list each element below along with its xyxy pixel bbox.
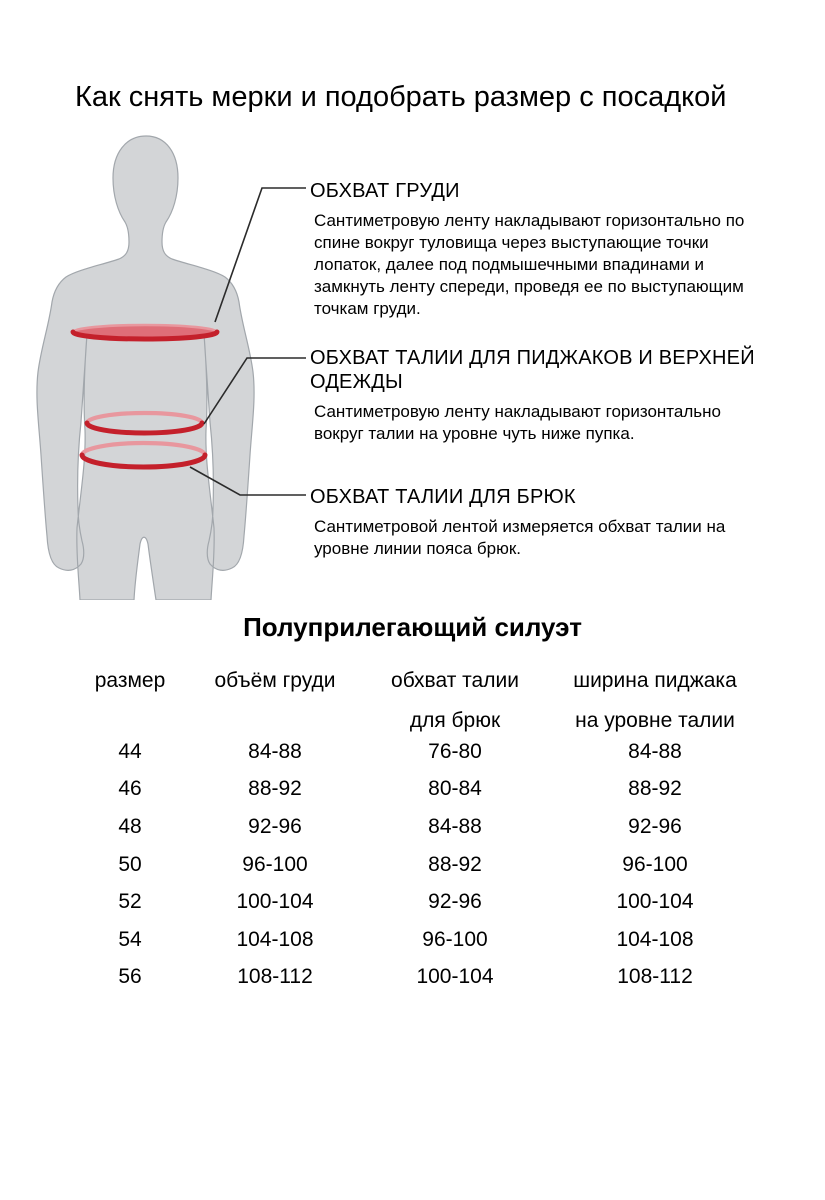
page-title: Как снять мерки и подобрать размер с посадкой — [75, 81, 727, 113]
size-table-header-line1 — [65, 661, 755, 701]
size-cell: 96-100 — [622, 852, 688, 876]
column-header-size: размер — [94, 669, 166, 692]
table-row — [65, 883, 755, 921]
size-cell: 104-108 — [616, 927, 694, 951]
size-cell: 88-92 — [428, 852, 482, 876]
size-table-rows — [65, 733, 755, 996]
table-row — [65, 733, 755, 771]
size-cell: 100-104 — [236, 890, 314, 914]
size-table-title: Полуприлегающий силуэт — [243, 612, 582, 642]
measurement-figure — [20, 120, 310, 600]
size-cell: 46 — [118, 777, 142, 801]
size-cell: 108-112 — [617, 965, 693, 989]
column-header-jacket-width: ширина пиджака — [573, 669, 737, 692]
measurement-heading: ОБХВАТ ТАЛИИ ДЛЯ ПИДЖАКОВ И ВЕРХНЕЙ ОДЕЖДЫ — [310, 347, 755, 393]
size-cell: 92-96 — [428, 890, 482, 914]
size-cell: 84-88 — [248, 739, 302, 763]
table-row — [65, 921, 755, 959]
size-cell: 88-92 — [248, 777, 302, 801]
measurement-section-jacket-waist — [310, 346, 825, 445]
size-cell: 100-104 — [416, 965, 494, 989]
table-row — [65, 846, 755, 884]
size-cell: 96-100 — [242, 852, 308, 876]
size-cell: 52 — [118, 890, 142, 914]
size-cell: 84-88 — [628, 739, 682, 763]
size-cell: 108-112 — [237, 965, 313, 989]
size-cell: 44 — [118, 739, 142, 763]
size-table — [65, 661, 755, 996]
size-cell: 92-96 — [248, 814, 302, 838]
size-cell: 80-84 — [428, 777, 482, 801]
measurement-section-trousers-waist — [310, 485, 782, 560]
size-cell: 76-80 — [428, 739, 482, 763]
size-cell: 104-108 — [236, 927, 314, 951]
measurement-description: Сантиметровую ленту накладывают горизонтально вокруг талии на уровне чуть ниже пупка. — [314, 402, 721, 443]
measurement-description: Сантиметровой лентой измеряется обхват талии на уровне линии пояса брюк. — [314, 517, 726, 558]
body-diagram — [20, 120, 310, 600]
size-cell: 96-100 — [422, 927, 488, 951]
measurement-heading: ОБХВАТ ГРУДИ — [310, 180, 460, 202]
size-cell: 84-88 — [428, 814, 482, 838]
table-row — [65, 771, 755, 809]
measurement-section-chest — [310, 179, 766, 320]
column-header-trouser-waist-line2: для брюк — [409, 709, 501, 732]
column-header-trouser-waist: обхват талии — [391, 669, 519, 692]
body-silhouette — [37, 136, 254, 600]
size-cell: 50 — [118, 852, 142, 876]
size-cell: 88-92 — [628, 777, 682, 801]
table-row — [65, 959, 755, 997]
size-cell: 48 — [118, 814, 142, 838]
measurement-heading: ОБХВАТ ТАЛИИ ДЛЯ БРЮК — [310, 486, 576, 508]
column-header-jacket-width-line2: на уровне талии — [575, 709, 735, 732]
size-cell: 100-104 — [616, 890, 694, 914]
size-cell: 56 — [118, 965, 142, 989]
size-cell: 54 — [118, 927, 142, 951]
measurement-description: Сантиметровую ленту накладывают горизонтально по спине вокруг туловища через выступающие точки лопаток, далее под подмышечными впадинами и замкнуть ленту спереди, проведя ее по выступающим точкам груди. — [314, 211, 745, 318]
column-header-chest: объём груди — [214, 669, 336, 692]
chest-band — [73, 325, 217, 339]
size-cell: 92-96 — [628, 814, 682, 838]
table-row — [65, 808, 755, 846]
